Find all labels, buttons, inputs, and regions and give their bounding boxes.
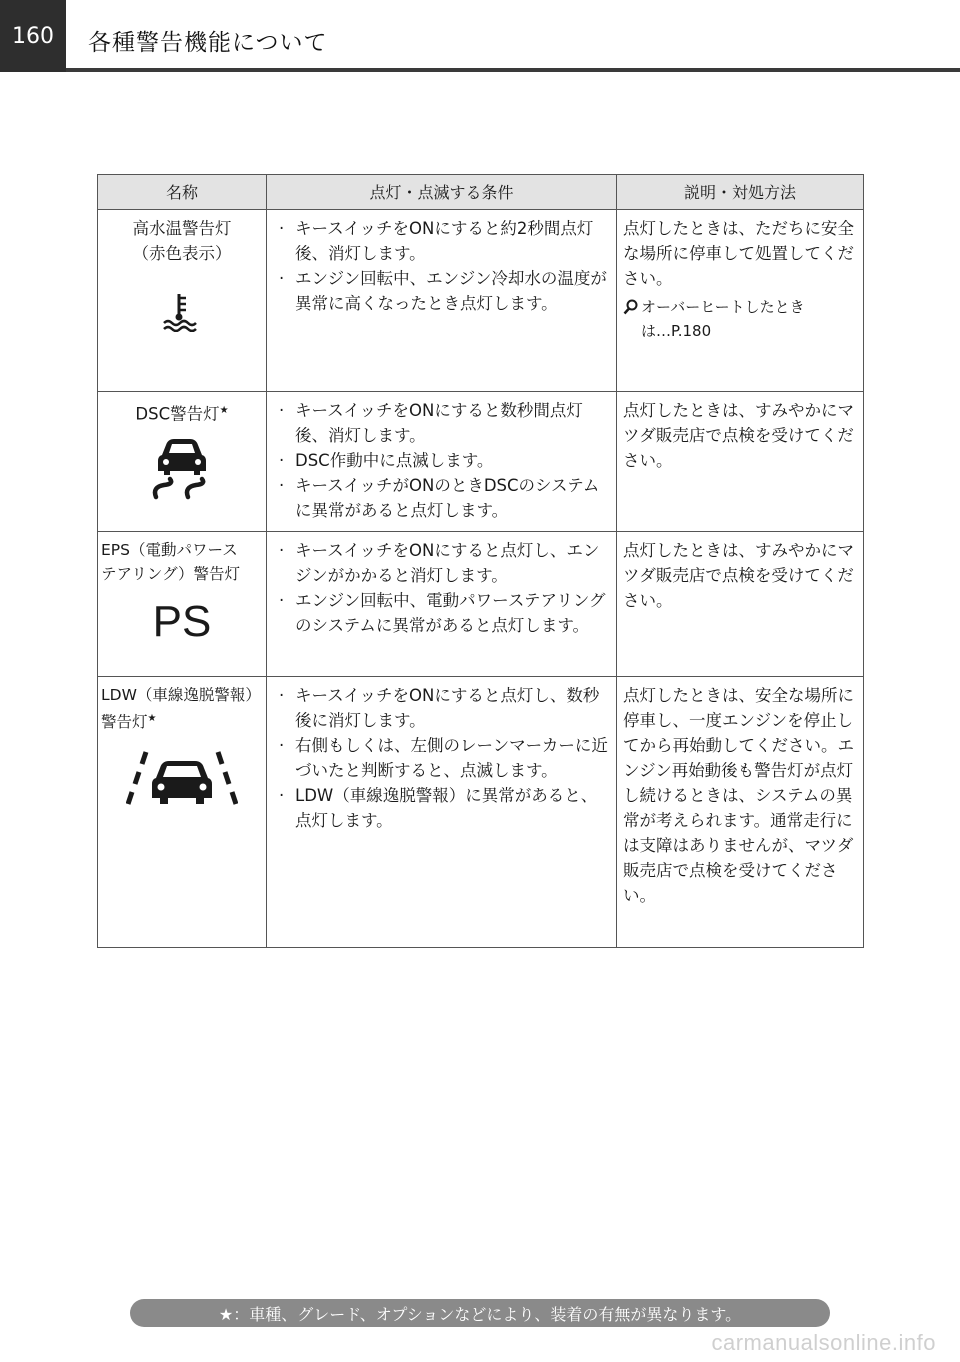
conditions-list: [273, 398, 611, 523]
conditions-list: [273, 216, 611, 316]
warning-light-table: [97, 174, 864, 948]
dsc-skid-icon: [150, 435, 214, 501]
condition-item: · LDW（車線逸脱警報）に異常があると、点灯します。: [273, 783, 611, 833]
warning-name: DSC警告灯: [135, 404, 220, 424]
condition-item: · エンジン回転中、エンジン冷却水の温度が異常に高くなったとき点灯します。: [273, 266, 611, 316]
warning-name-cell: [98, 532, 267, 677]
table-row: [98, 532, 864, 677]
table-row: [98, 392, 864, 532]
page-header: [0, 0, 960, 72]
coolant-temperature-icon: [161, 290, 203, 332]
watermark: carmanualsonline.info: [711, 1330, 936, 1355]
action-text: 点灯したときは、安全な場所に停車し、一度エンジンを停止してから再始動してください。エンジン再始動後も警告灯が点灯し続けるときは、システムの異常が考えられます。通常走行には支障はありませんが、マツダ販売店で点検を受けてください。: [623, 686, 854, 905]
page-reference: [623, 295, 858, 343]
column-header-action: 説明・対処方法: [617, 175, 864, 210]
column-header-name: 名称: [98, 175, 267, 210]
warning-name: 高水温警告灯 （赤色表示）: [132, 219, 232, 263]
conditions-list: [273, 538, 611, 638]
action-text: 点灯したときは、すみやかにマツダ販売店で点検を受けてください。: [623, 541, 854, 610]
ps-icon: PS: [152, 597, 212, 646]
condition-item: · キースイッチをONにすると約2秒間点灯後、消灯します。: [273, 216, 611, 266]
action-cell: [617, 677, 864, 948]
conditions-cell: [267, 677, 617, 948]
action-cell: [617, 532, 864, 677]
condition-item: · DSC作動中に点滅します。: [273, 448, 611, 473]
conditions-cell: [267, 532, 617, 677]
warning-name-cell: [98, 392, 267, 532]
condition-item: · キースイッチをONにすると数秒間点灯後、消灯します。: [273, 398, 611, 448]
condition-item: · キースイッチがONのときDSCのシステムに異常があると点灯します。: [273, 473, 611, 523]
warning-name-cell: [98, 210, 267, 392]
conditions-cell: [267, 392, 617, 532]
warning-name: LDW（車線逸脱警報） 警告灯: [101, 686, 261, 732]
table-row: [98, 677, 864, 948]
star-mark: ★: [219, 405, 229, 416]
condition-item: · 右側もしくは、左側のレーンマーカーに近づいたと判断すると、点滅します。: [273, 733, 611, 783]
lane-departure-icon: [126, 748, 238, 808]
footnote-banner: ★：車種、グレード、オプションなどにより、装着の有無が異なります。: [130, 1299, 830, 1327]
condition-item: · キースイッチをONにすると点灯し、エンジンがかかると消灯します。: [273, 538, 611, 588]
conditions-cell: [267, 210, 617, 392]
table-row: [98, 210, 864, 392]
page-title: 各種警告機能について: [88, 30, 328, 56]
star-mark: ★: [147, 713, 157, 724]
magnifier-icon: [623, 299, 639, 315]
action-cell: [617, 210, 864, 392]
reference-text: オーバーヒートしたとき は…P.180: [641, 298, 805, 340]
condition-item: · キースイッチをONにすると点灯し、数秒後に消灯します。: [273, 683, 611, 733]
action-cell: [617, 392, 864, 532]
header-rule: [66, 68, 960, 72]
column-header-conditions: 点灯・点滅する条件: [267, 175, 617, 210]
table-header-row: [98, 175, 864, 210]
action-text: 点灯したときは、すみやかにマツダ販売店で点検を受けてください。: [623, 401, 854, 470]
action-text: 点灯したときは、ただちに安全な場所に停車して処置してください。: [623, 219, 854, 288]
warning-name: EPS（電動パワース テアリング）警告灯: [101, 541, 241, 583]
warning-name-cell: [98, 677, 267, 948]
page-number: 160: [0, 0, 66, 72]
conditions-list: [273, 683, 611, 833]
condition-item: · エンジン回転中、電動パワーステアリングのシステムに異常があると点灯します。: [273, 588, 611, 638]
